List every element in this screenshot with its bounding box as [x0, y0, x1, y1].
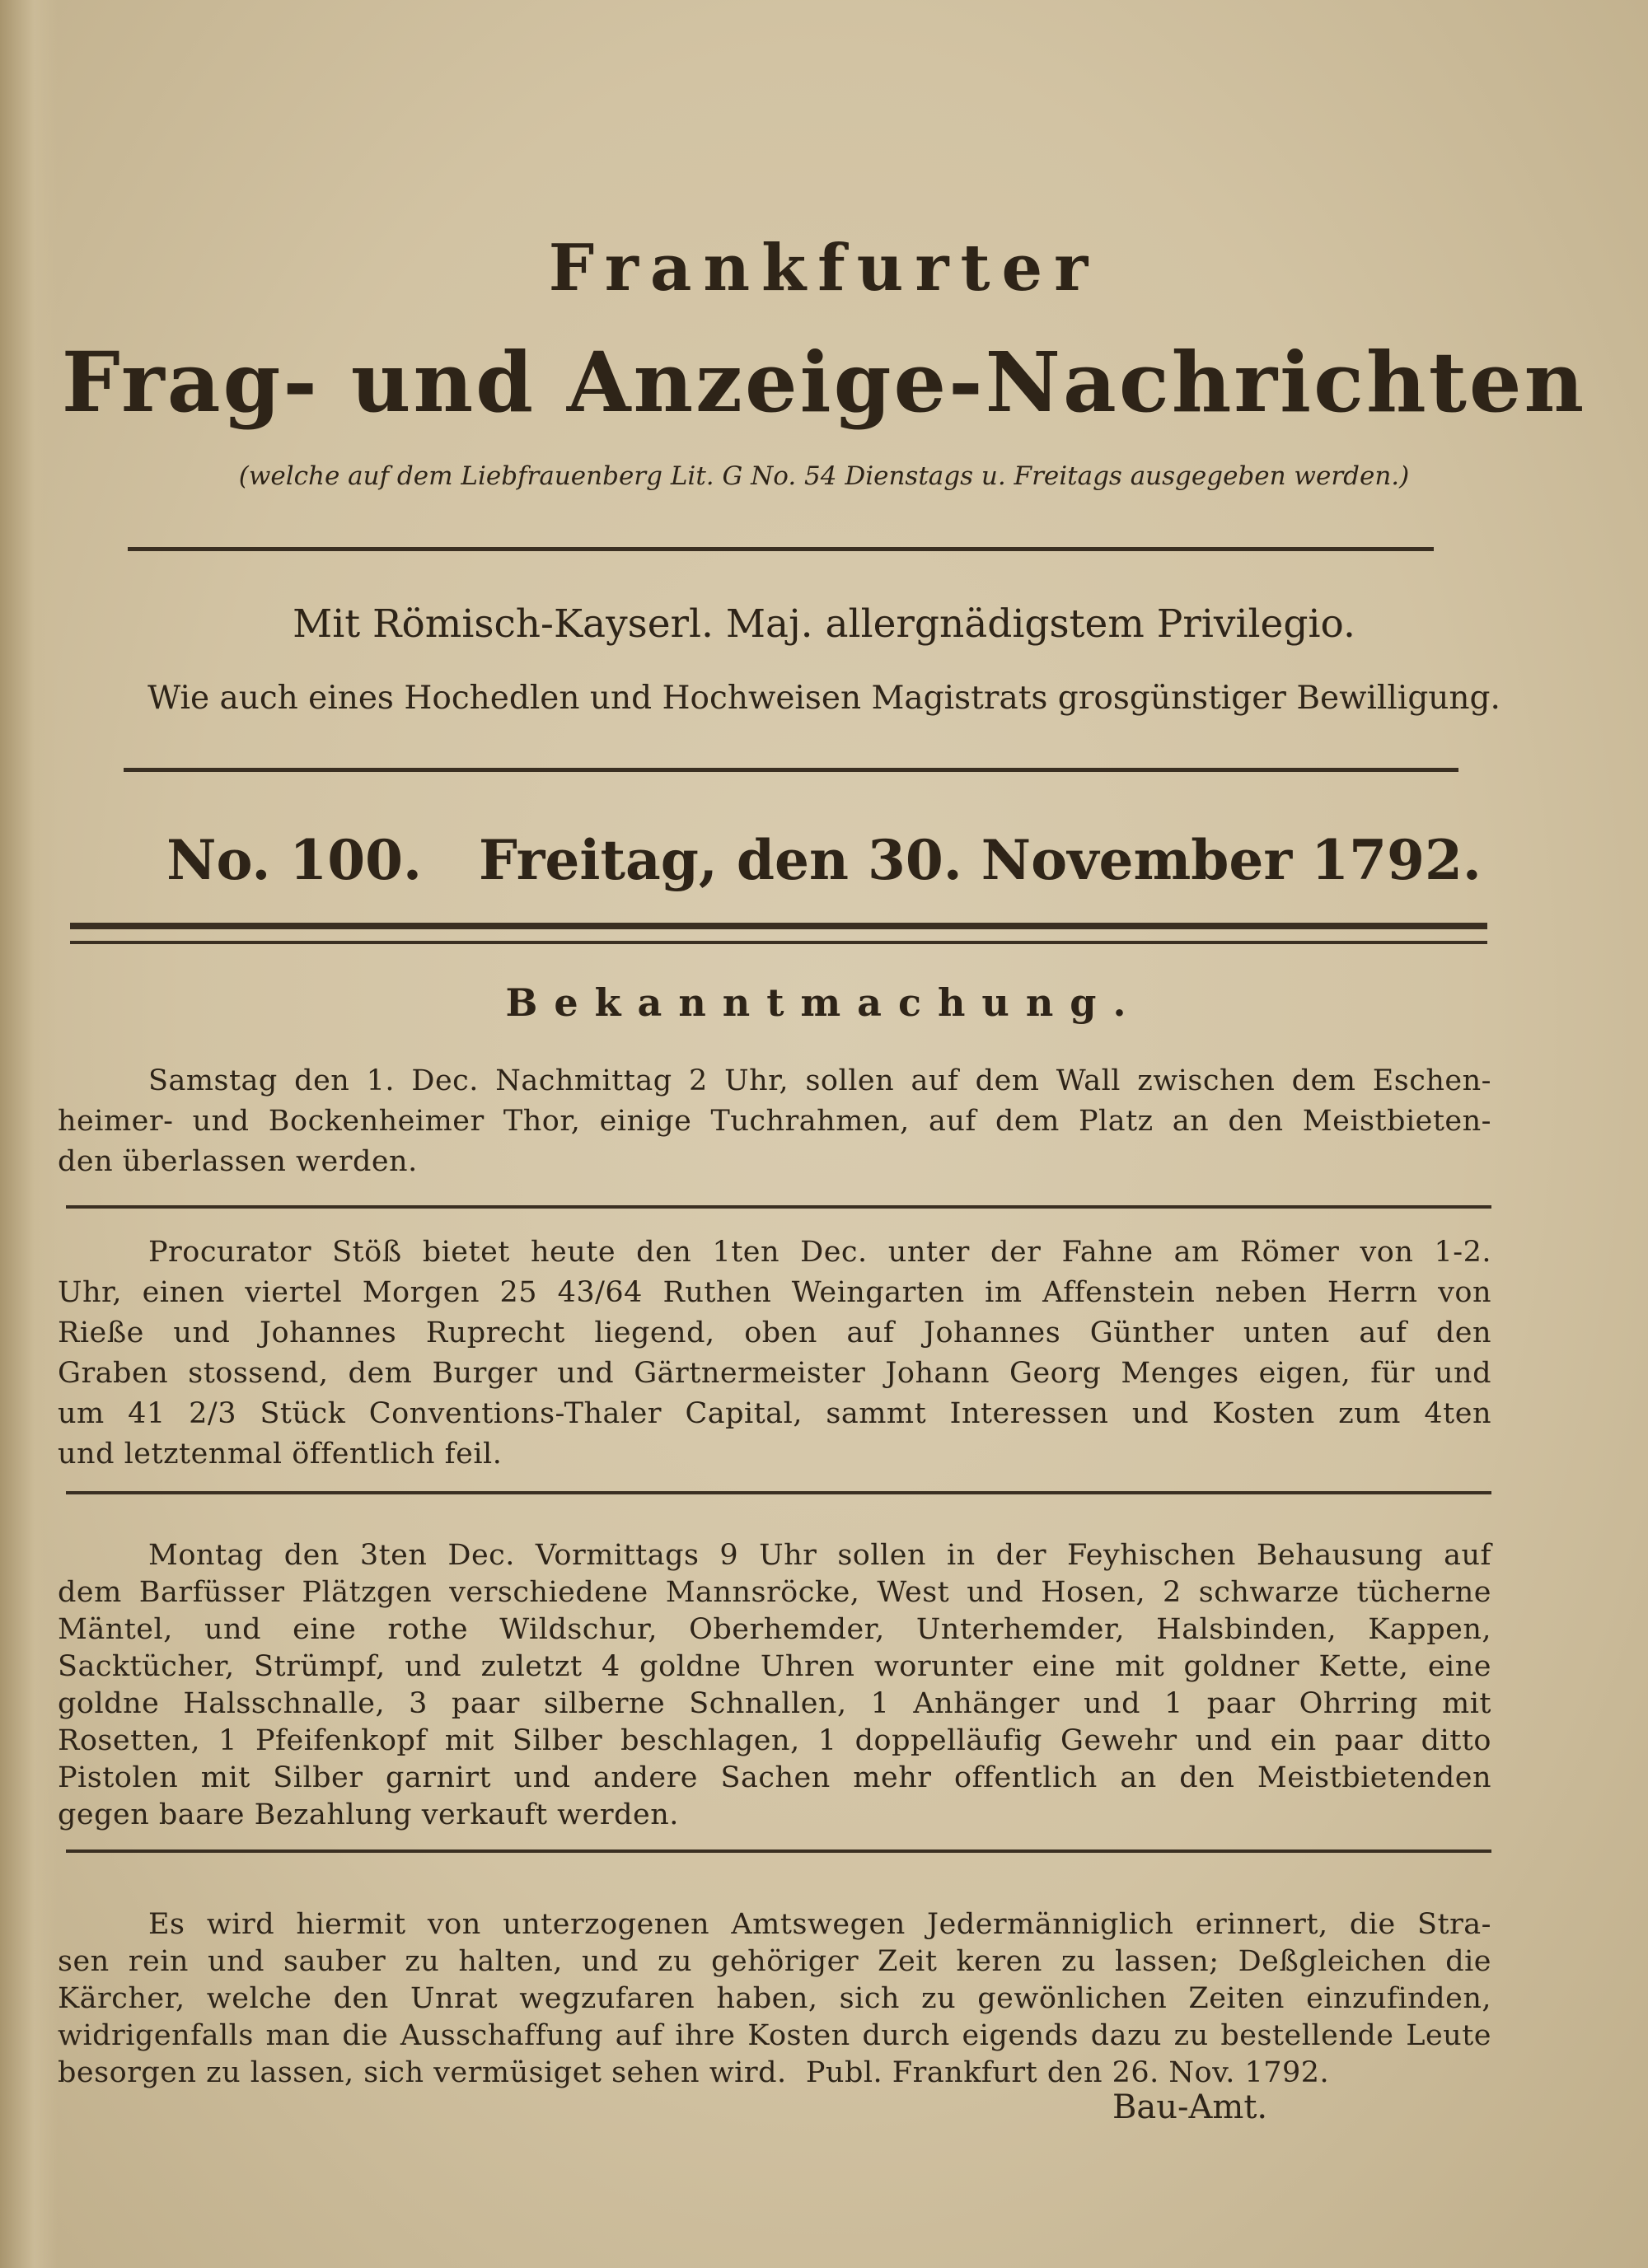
notice-4-line: besorgen zu lassen, sich vermüsiget sehen wird. Publ. Frankfurt den 26. Nov. 1792. [58, 2056, 1330, 2089]
privilege-line-1: Mit Römisch-Kayserl. Maj. allergnädigstem Privilegio. [293, 601, 1355, 647]
notice-3-line: Mäntel, und eine rothe Wildschur, Oberhemder, Unterhemder, Halsbinden, Kappen, [58, 1613, 1491, 1646]
masthead-subtitle: (welche auf dem Liebfrauenberg Lit. G No. 54 Dienstags u. Freitags ausgegeben werden.) [238, 461, 1410, 491]
masthead-line1: Frankfurter [548, 231, 1100, 306]
notice-3-line: Montag den 3ten Dec. Vormittags 9 Uhr sollen in der Feyhischen Behausung auf [148, 1539, 1491, 1572]
double-rule-top [70, 923, 1487, 929]
notice-1-line: heimer- und Bockenheimer Thor, einige Tuchrahmen, auf dem Platz an den Meistbieten- [58, 1105, 1491, 1138]
notice-3-line: Sacktücher, Strümpf, und zuletzt 4 goldne Uhren worunter eine mit goldner Kette, eine [58, 1650, 1491, 1683]
notice-2-line: Procurator Stöß bietet heute den 1ten Dec. unter der Fahne am Römer von 1-2. [148, 1236, 1491, 1269]
notice-4-line: widrigenfalls man die Ausschaffung auf ihre Kosten durch eigends dazu zu bestellende Leute [58, 2019, 1491, 2052]
rule [66, 1205, 1491, 1209]
section-heading: Bekanntmachung. [505, 980, 1143, 1025]
notice-3-line: dem Barfüsser Plätzgen verschiedene Mannsröcke, West und Hosen, 2 schwarze tücherne [58, 1576, 1491, 1609]
notice-4-line: Kärcher, welche den Unrat wegzufaren haben, sich zu gewönlichen Zeiten einzufinden, [58, 1982, 1491, 2015]
notice-2-line: und letztenmal öffentlich feil. [58, 1438, 503, 1471]
notice-2-line: Graben stossend, dem Burger und Gärtnermeister Johann Georg Menges eigen, für und [58, 1357, 1491, 1390]
notice-4-line: sen rein und sauber zu halten, und zu gehöriger Zeit keren zu lassen; Deßgleichen die [58, 1945, 1491, 1978]
notice-2-line: Uhr, einen viertel Morgen 25 43/64 Ruthen Weingarten im Affenstein neben Herrn von [58, 1276, 1491, 1309]
issue-line: No. 100. Freitag, den 30. November 1792. [166, 828, 1482, 892]
rule [128, 547, 1434, 551]
masthead-title: Frag- und Anzeige-Nachrichten [61, 334, 1587, 431]
notice-1-line: den überlassen werden. [58, 1145, 418, 1178]
notice-1-line: Samstag den 1. Dec. Nachmittag 2 Uhr, sollen auf dem Wall zwischen dem Eschen- [148, 1064, 1491, 1097]
notice-3-line: goldne Halsschnalle, 3 paar silberne Schnallen, 1 Anhänger und 1 paar Ohrring mit [58, 1687, 1491, 1720]
privilege-line-2: Wie auch eines Hochedlen und Hochweisen Magistrats grosgünstiger Bewilligung. [147, 680, 1501, 717]
notice-3-line: Rosetten, 1 Pfeifenkopf mit Silber beschlagen, 1 doppelläufig Gewehr und ein paar ditto [58, 1724, 1491, 1757]
rule [66, 1491, 1491, 1494]
notice-4-line: Es wird hiermit von unterzogenen Amtswegen Jedermänniglich erinnert, die Stra- [148, 1908, 1491, 1941]
notice-3-line: Pistolen mit Silber garnirt und andere Sachen mehr offentlich an den Meistbietenden [58, 1761, 1491, 1794]
double-rule-bottom [70, 941, 1487, 944]
notice-2-line: um 41 2/3 Stück Conventions-Thaler Capital, sammt Interessen und Kosten zum 4ten [58, 1397, 1491, 1430]
notice-3-line: gegen baare Bezahlung verkauft werden. [58, 1798, 679, 1831]
rule [124, 768, 1458, 772]
signature: Bau-Amt. [1112, 2088, 1268, 2126]
rule [66, 1849, 1491, 1853]
notice-2-line: Rieße und Johannes Ruprecht liegend, oben auf Johannes Günther unten auf den [58, 1316, 1491, 1349]
